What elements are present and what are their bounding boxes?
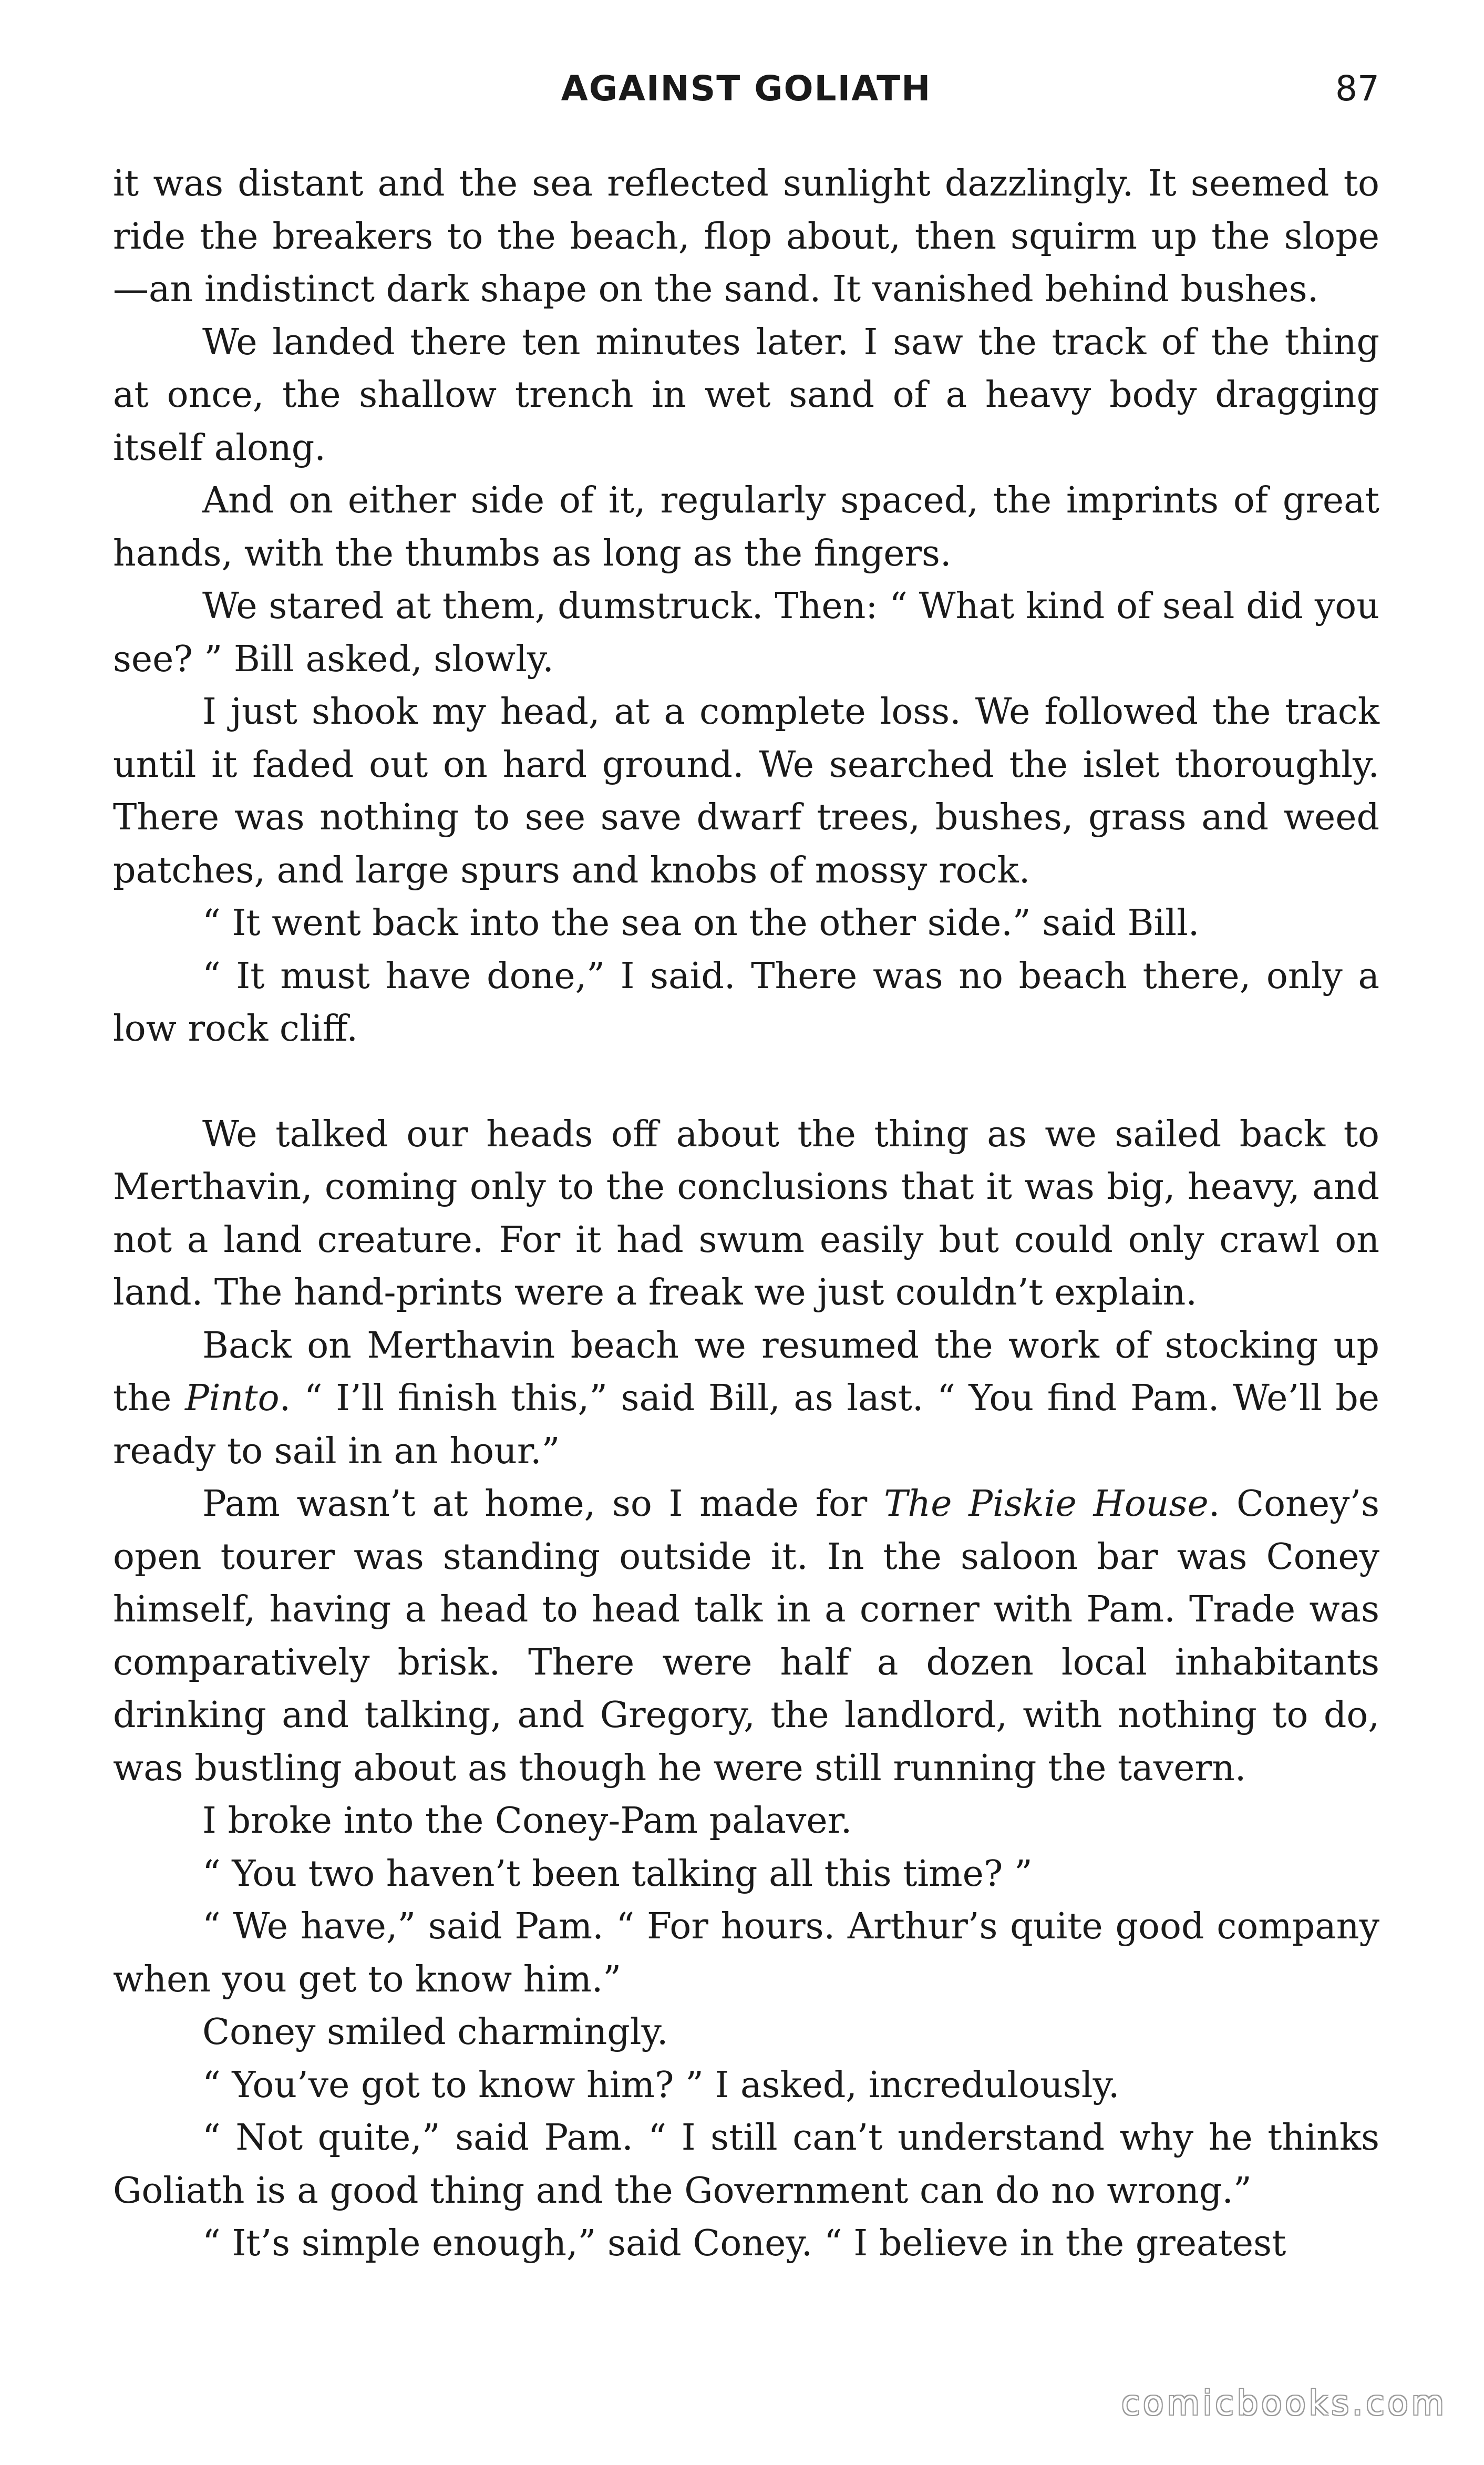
paragraph: “ You’ve got to know him? ” I asked, incredulously. <box>202 2064 1120 2106</box>
page-number: 87 <box>1335 68 1379 109</box>
paragraph: We talked our heads off about the thing as we sailed back to Merthavin, coming only to the conclusions that it was big, heavy, and not a land creature. For it had swum easily but could only crawl on land. The hand-prints were a freak we just couldn’t explain. <box>113 1113 1379 1313</box>
paragraph: We stared at them, dumstruck. Then: “ What kind of seal did you see? ” Bill asked, slowly. <box>113 586 1379 680</box>
paragraph: And on either side of it, regularly spaced, the imprints of great hands, with the thumbs as long as the fingers. <box>113 480 1379 574</box>
paragraph: “ It’s simple enough,” said Coney. “ I believe in the greatest <box>202 2223 1286 2264</box>
paragraph: it was distant and the sea reflected sunlight dazzlingly. It seemed to ride the breakers to the beach, flop about, then squirm up the slope—an indistinct dark shape on the sand. It vanished behind bushes. <box>113 163 1379 310</box>
paragraph: We landed there ten minutes later. I saw the track of the thing at once, the shallow trench in wet sand of a heavy body dragging itself along. <box>113 321 1379 469</box>
paragraph: I just shook my head, at a complete loss. We followed the track until it faded out on hard ground. We searched the islet thoroughly. There was nothing to see save dwarf trees, bushes, grass and weed patches, and large spurs and knobs of mossy rock. <box>113 691 1379 891</box>
paragraph-with-italic-piskie-house: Pam wasn’t at home, so I made for The Piskie House. Coney’s open tourer was standing outside it. In the saloon bar was Coney himself, having a head to head talk in a corner with Pam. Trade was comparatively brisk. There were half a dozen local inhabitants drinking and talking, and Gregory, the landlord, with nothing to do, was bustling about as though he were still running the tavern. <box>113 1483 1379 1789</box>
paragraph: “ We have,” said Pam. “ For hours. Arthur’s quite good company when you get to know him.” <box>113 1906 1379 2000</box>
paragraph: “ Not quite,” said Pam. “ I still can’t understand why he thinks Goliath is a good thing and the Government can do no wrong.” <box>113 2117 1379 2212</box>
paragraph: “ It must have done,” I said. There was no beach there, only a low rock cliff. <box>113 955 1379 1050</box>
paragraph: “ You two haven’t been talking all this time? ” <box>202 1853 1033 1895</box>
body-text <box>113 158 1379 2271</box>
paragraph: I broke into the Coney-Pam palaver. <box>202 1800 852 1842</box>
italic-title: Pinto <box>184 1378 280 1419</box>
paragraph: Coney smiled charmingly. <box>202 2011 668 2053</box>
paragraph: “ It went back into the sea on the other side.” said Bill. <box>202 902 1200 944</box>
watermark: comicbooks.com <box>1121 2384 1447 2423</box>
section-break <box>113 1056 1379 1108</box>
italic-title: The Piskie House <box>884 1483 1209 1525</box>
running-title: AGAINST GOLIATH <box>561 68 932 109</box>
running-head <box>113 68 1379 121</box>
paragraph-with-italic-pinto: Back on Merthavin beach we resumed the work of stocking up the Pinto. “ I’ll finish this,” said Bill, as last. “ You find Pam. We’ll be ready to sail in an hour.” <box>113 1324 1380 1472</box>
